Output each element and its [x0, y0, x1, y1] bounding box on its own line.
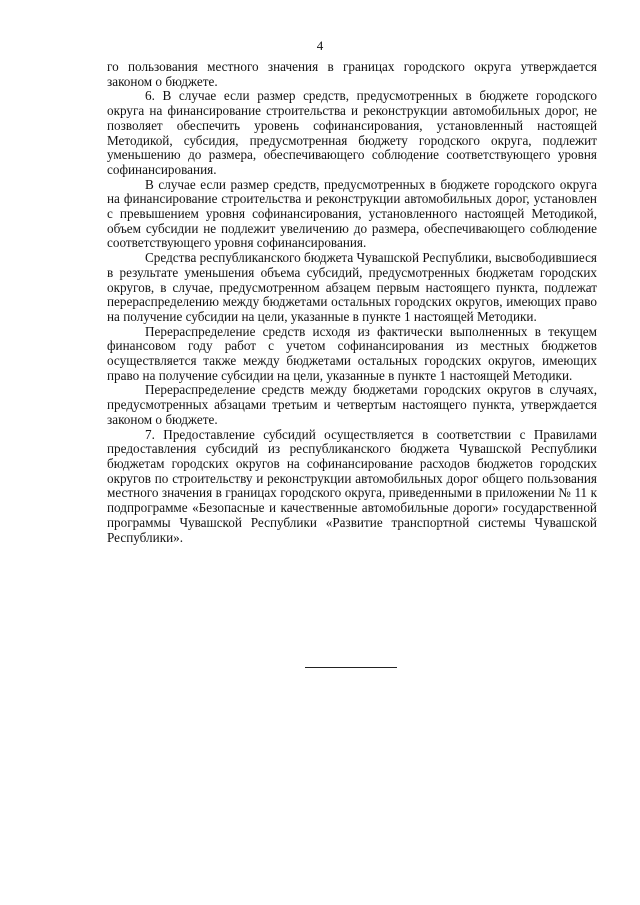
paragraph-redistribution-actual: Перераспределение средств исходя из фактически выполненных в текущем финансовом году работ с учетом софинансирования из местных бюджетов осуществляется также между бюджетами остальных городских округов, имеющих право на получение субсидии на цели, указанные в пункте 1 настоящей Методики. — [107, 323, 597, 383]
page-number: 4 — [316, 38, 324, 53]
paragraph-released-funds: Средства республиканского бюджета Чувашской Республики, высвободившиеся в результате уменьшения объема субсидий, предусмотренных бюджетам городских округов, в случае, предусмотренном абзацем первым настоящего пункта, подлежат перераспределению между бюджетами остальных городских округов, имеющих право на получение субсидии на цели, указанные в пункте 1 настоящей Методики. — [107, 250, 597, 324]
paragraph-excess-funding: В случае если размер средств, предусмотренных в бюджете городского округа на финансирование строительства и реконструкции автомобильных дорог, установлен с превышением уровня софинансирования, установленного настоящей Методикой, объем субсидии не подлежит увеличению до размера, обеспечивающего соблюдение соответствующего уровня софинансирования. — [107, 176, 597, 251]
paragraph-item-7: 7. Предоставление субсидий осуществляется в соответствии с Правилами предоставления субсидий из республиканского бюджета Чувашской Республики бюджетам городских округов на софинансирование расходов бюджетов городских округов по строительству и реконструкции автомобильных дорог общего пользования местного значения в границах городского округа, приведенными в приложении № 11 к подпрограмме «Безопасные и качественные автомобильные дороги» государственной программы Чувашской Республики «Развитие транспортной системы Чувашской Республики». — [107, 426, 597, 545]
paragraph-continuation: го пользования местного значения в границах городского округа утверждается законом о бюджете. — [107, 59, 597, 89]
paragraph-redistribution-law: Перераспределение средств между бюджетами городских округов в случаях, предусмотренных абзацами третьим и четвертым настоящего пункта, утверждается законом о бюджете. — [107, 382, 597, 427]
document-body — [107, 60, 597, 545]
end-divider-line — [305, 667, 397, 668]
paragraph-item-6: 6. В случае если размер средств, предусмотренных в бюджете городского округа на финансирование строительства и реконструкции автомобильных дорог, не позволяет обеспечить уровень софинансирования, установленный настоящей Методикой, субсидия, предусмотренная бюджету городского округа, подлежит уменьшению до размера, обеспечивающего соблюдение соответствующего уровня софинансирования. — [107, 88, 597, 177]
